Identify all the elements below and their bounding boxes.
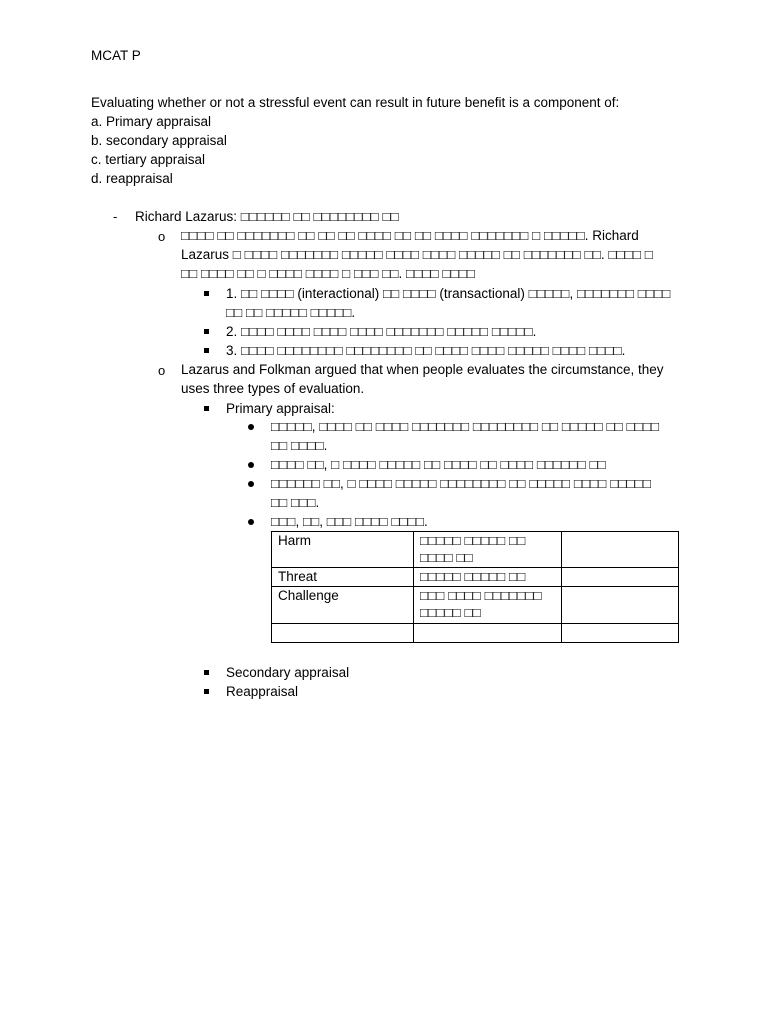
dash-bullet: - bbox=[113, 209, 118, 224]
table-row bbox=[272, 624, 679, 643]
table-cell bbox=[562, 568, 679, 587]
table-cell: □□□□□ □□□□□ □□ bbox=[414, 568, 562, 587]
appraisal-table bbox=[271, 531, 679, 643]
square-bullet bbox=[204, 670, 209, 675]
table-row bbox=[272, 532, 679, 568]
square-bullet bbox=[204, 348, 209, 353]
lazarus-folkman-paragraph: Lazarus and Folkman argued that when people evaluates the circumstance, they uses three types of evaluation. bbox=[181, 362, 664, 396]
question-text: Evaluating whether or not a stressful event can result in future benefit is a component of: bbox=[91, 95, 620, 110]
lazarus-heading: Richard Lazarus: □□□□□□ □□ □□□□□□□□ □□ bbox=[135, 209, 399, 224]
primary-point-1: □□□□□, □□□□ □□ □□□□ □□□□□□□ □□□□□□□□ □□ □□□□□ □□ □□□□ □□ □□□□. bbox=[271, 419, 660, 453]
round-bullet bbox=[248, 462, 254, 468]
option-a: a. Primary appraisal bbox=[91, 114, 212, 129]
table-cell bbox=[414, 624, 562, 643]
point-1: 1. □□ □□□□ (interactional) □□ □□□□ (transactional) □□□□□, □□□□□□□ □□□□ □□ □□ □□□□□ □□□□□. bbox=[226, 286, 671, 320]
table-cell: Harm bbox=[272, 532, 414, 568]
circle-bullet: o bbox=[158, 229, 166, 244]
round-bullet bbox=[248, 481, 254, 487]
circle-bullet: o bbox=[158, 363, 166, 378]
round-bullet bbox=[248, 424, 254, 430]
square-bullet bbox=[204, 329, 209, 334]
square-bullet bbox=[204, 406, 209, 411]
table-cell: □□□□□ □□□□□ □□ □□□□ □□ bbox=[414, 532, 562, 568]
option-c: c. tertiary appraisal bbox=[91, 152, 206, 167]
table-row bbox=[272, 568, 679, 587]
primary-point-3: □□□□□□ □□, □ □□□□ □□□□□ □□□□□□□□ □□ □□□□□ □□□□ □□□□□ □□ □□□. bbox=[271, 476, 651, 510]
secondary-appraisal-item: Secondary appraisal bbox=[226, 665, 350, 680]
lazarus-paragraph: □□□□ □□ □□□□□□□ □□ □□ □□ □□□□ □□ □□ □□□□ □□□□□□□ □ □□□□□. Richard Lazarus □ □□□□ □□□□□□□ □□□□□ □□□□ □□□□ □□□□□ □□ □□□□□□□ □□. □□□□ □ □□ □□□□ □□ □ □□□□ □□□□ □ □□□ □□. □□□□ □□□□ bbox=[181, 228, 653, 281]
primary-point-2: □□□□ □□, □ □□□□ □□□□□ □□ □□□□ □□ □□□□ □□□□□□ □□ bbox=[271, 457, 606, 472]
point-2: 2. □□□□ □□□□ □□□□ □□□□ □□□□□□□ □□□□□ □□□□□. bbox=[226, 324, 537, 339]
point-3: 3. □□□□ □□□□□□□□ □□□□□□□□ □□ □□□□ □□□□ □□□□□ □□□□ □□□□. bbox=[226, 343, 626, 358]
option-d: d. reappraisal bbox=[91, 171, 173, 186]
table-cell: □□□ □□□□ □□□□□□□ □□□□□ □□ bbox=[414, 587, 562, 624]
reappraisal-item: Reappraisal bbox=[226, 684, 299, 699]
primary-point-4: □□□, □□, □□□ □□□□ □□□□. bbox=[271, 514, 428, 529]
round-bullet bbox=[248, 519, 254, 525]
primary-appraisal-label: Primary appraisal: bbox=[226, 401, 335, 416]
table-cell bbox=[272, 624, 414, 643]
table-cell: Threat bbox=[272, 568, 414, 587]
table-cell bbox=[562, 587, 679, 624]
table-row bbox=[272, 587, 679, 624]
table-cell bbox=[562, 624, 679, 643]
table-cell: Challenge bbox=[272, 587, 414, 624]
table-cell bbox=[562, 532, 679, 568]
square-bullet bbox=[204, 689, 209, 694]
square-bullet bbox=[204, 291, 209, 296]
option-b: b. secondary appraisal bbox=[91, 133, 227, 148]
document-title: MCAT P bbox=[91, 48, 141, 63]
